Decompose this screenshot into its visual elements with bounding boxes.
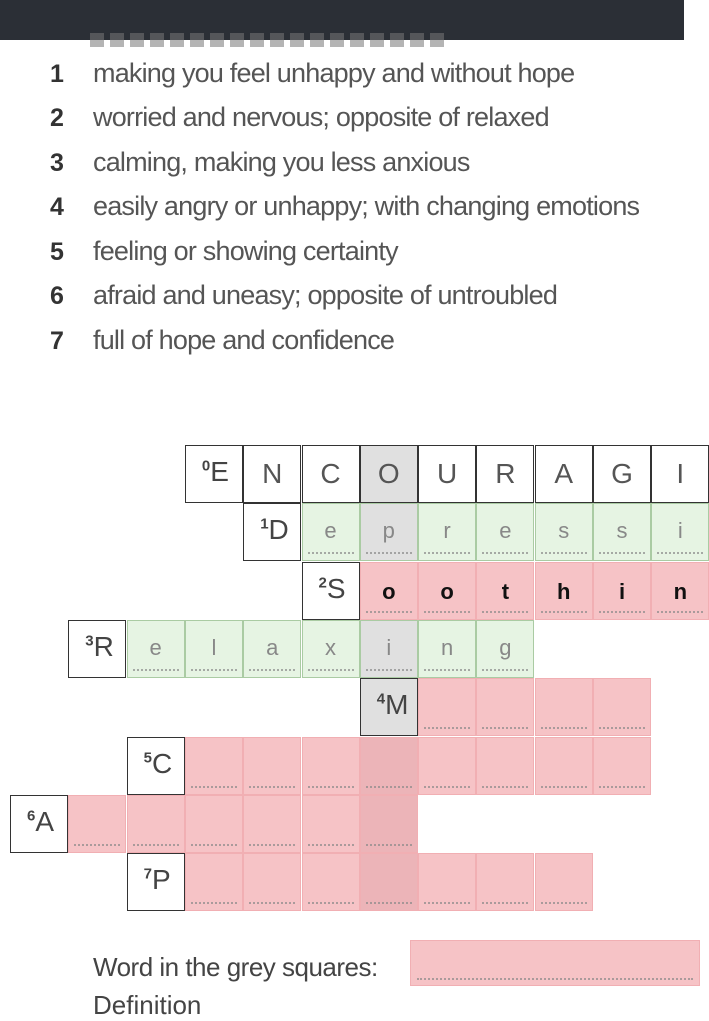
cell-letter: e [324,518,337,544]
clue-number: 5 [50,238,64,266]
clue-start-cell [360,678,418,736]
clue-start-label: $^4$M [376,689,409,721]
cell-letter: A [554,458,574,489]
letter-input-cell[interactable] [243,737,301,795]
letter-input-cell[interactable] [360,620,418,678]
clue-start-label: $^0$E [201,456,229,487]
letter-input-cell[interactable] [593,562,651,620]
clue-number: 2 [50,104,64,132]
clue-text: easily angry or unhappy; with changing emotions [93,191,640,221]
letter-cell [243,445,301,503]
letter-input-cell[interactable] [418,853,476,911]
cell-letter: G [611,458,633,489]
clue-start-label: $^1$D [260,514,289,546]
letter-input-cell[interactable] [302,737,360,795]
letter-input-cell[interactable] [185,853,243,911]
letter-input-cell[interactable] [127,620,185,678]
clue-number: 1 [50,60,64,88]
letter-input-cell[interactable] [593,678,651,736]
cell-letter: R [495,458,516,489]
letter-input-cell[interactable] [185,737,243,795]
letter-input-cell[interactable] [476,562,534,620]
letter-cell [651,445,709,503]
clue-number: 7 [50,327,64,355]
clue-text: calming, making you less anxious [93,147,470,177]
letter-input-cell[interactable] [476,678,534,736]
clue-start-label: $^2$S [318,572,346,604]
letter-input-cell[interactable] [476,620,534,678]
cell-letter: C [320,458,341,489]
cell-letter: e [149,634,162,660]
letter-input-cell[interactable] [535,503,593,561]
clue-text: worried and nervous; opposite of relaxed [93,102,549,132]
clue-start-label: $^3$R [85,630,114,662]
cell-letter: e [499,518,512,544]
letter-input-cell[interactable] [360,795,418,853]
letter-input-cell[interactable] [302,795,360,853]
letter-input-cell[interactable] [185,795,243,853]
clue-number: 4 [50,193,64,221]
clue-text: full of hope and confidence [93,325,395,355]
cell-letter: a [266,634,279,660]
clue-text: afraid and uneasy; opposite of untroubled [93,280,558,310]
letter-input-cell[interactable] [651,503,709,561]
cell-letter: N [262,458,283,489]
cell-letter: O [377,458,400,489]
letter-input-cell[interactable] [243,853,301,911]
letter-input-cell[interactable] [360,503,418,561]
letter-input-cell[interactable] [418,503,476,561]
letter-cell [360,445,418,503]
cell-letter: p [382,518,395,544]
letter-input-cell[interactable] [476,853,534,911]
clue-number: 6 [50,282,64,310]
clue-start-cell [243,503,301,561]
letter-cell [302,445,360,503]
clue-start-cell [68,620,126,678]
clue-start-cell [127,853,185,911]
clue-start-label: $^6$A [27,805,55,837]
cell-letter: U [436,458,458,489]
clue-text: feeling or showing certainty [93,236,398,266]
letter-input-cell[interactable] [418,562,476,620]
clue-start-cell [127,737,185,795]
cell-letter: i [677,518,683,544]
letter-input-cell[interactable] [535,737,593,795]
letter-cell [476,445,534,503]
letter-input-cell[interactable] [651,562,709,620]
letter-input-cell[interactable] [418,620,476,678]
cell-letter: g [499,634,512,660]
clue-start-label: $^5$C [143,747,173,779]
letter-input-cell[interactable] [302,620,360,678]
clue-start-label: $^7$P [143,864,171,896]
letter-input-cell[interactable] [418,737,476,795]
cell-letter: o [382,578,396,604]
clue-start-cell [10,795,68,853]
grey-word-label: Word in the grey squares: [93,952,378,982]
cell-letter: x [325,634,336,660]
letter-input-cell[interactable] [360,562,418,620]
clue-start-cell [302,562,360,620]
letter-input-cell[interactable] [535,853,593,911]
letter-input-cell[interactable] [243,795,301,853]
letter-input-cell[interactable] [476,737,534,795]
cell-letter: h [556,578,571,604]
letter-input-cell[interactable] [593,503,651,561]
letter-input-cell[interactable] [185,620,243,678]
cell-letter: n [673,578,688,604]
letter-input-cell[interactable] [476,503,534,561]
letter-input-cell[interactable] [535,562,593,620]
letter-input-cell[interactable] [68,795,126,853]
cell-letter: n [440,634,454,660]
letter-input-cell[interactable] [360,853,418,911]
letter-cell [418,445,476,503]
letter-input-cell[interactable] [593,737,651,795]
cell-letter: o [440,578,454,604]
cell-letter: t [501,578,510,604]
cell-letter: i [386,634,392,660]
cell-letter: i [618,578,626,604]
definition-label: Definition [93,990,202,1020]
letter-input-cell[interactable] [302,503,360,561]
clue-text: making you feel unhappy and without hope [93,58,575,88]
letter-cell [535,445,593,503]
letter-input-cell[interactable] [418,678,476,736]
letter-input-cell[interactable] [302,853,360,911]
cell-letter: I [676,458,685,489]
letter-input-cell[interactable] [535,678,593,736]
letter-input-cell[interactable] [360,737,418,795]
grey-word-input[interactable] [410,940,700,986]
letter-cell [593,445,651,503]
clue-start-cell [185,445,243,503]
letter-input-cell[interactable] [127,795,185,853]
clue-number: 3 [50,149,64,177]
cell-letter: s [616,518,628,544]
cell-letter: r [443,518,451,544]
cell-letter: s [558,518,570,544]
cell-letter: l [211,634,217,660]
letter-input-cell[interactable] [243,620,301,678]
